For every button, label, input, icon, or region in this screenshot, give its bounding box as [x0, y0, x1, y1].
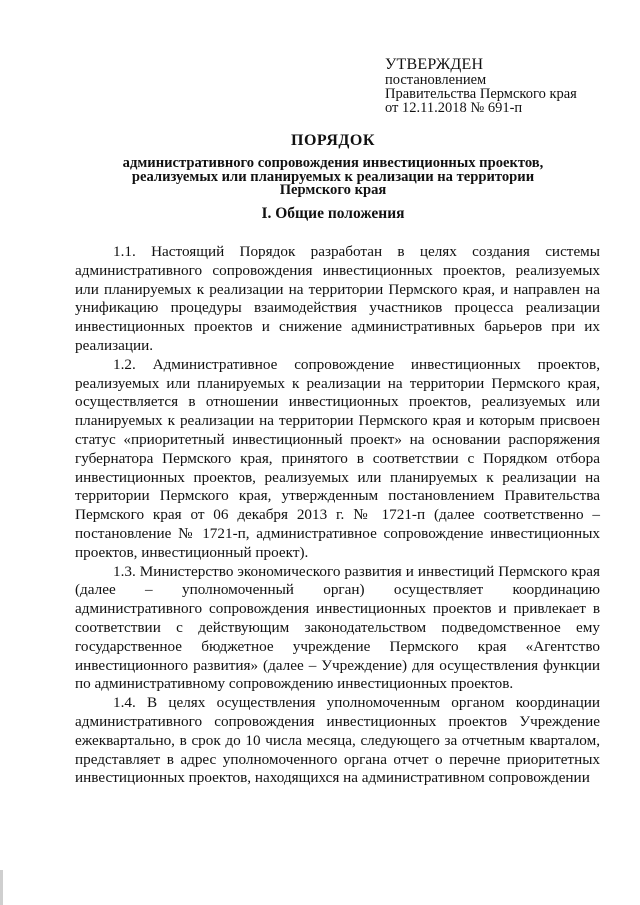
approval-heading: УТВЕРЖДЕН [385, 56, 484, 73]
approval-line-1: постановлением [385, 72, 487, 88]
approval-line-2: Правительства Пермского края [385, 86, 577, 102]
section-heading: I. Общие положения [261, 205, 405, 222]
document-subtitle-line-2: реализуемых или планируемых к реализации на территории [131, 168, 535, 185]
document-title [60, 133, 606, 198]
document-title-main: ПОРЯДОК [291, 132, 375, 149]
document-subtitle-line-1: административного сопровождения инвестиционных проектов, [122, 155, 544, 171]
paragraph-1-3: 1.3. Министерство экономического развития и инвестиций Пермского края (далее – уполномоченный орган) осуществляет координацию административного сопровождения инвестиционных проектов и привлекает в соответствии с действующим законодательством подведомственное ему государственное бюджетное учреждение Пермского края «Агентство инвестиционного развития» (далее – Учреждение) для осуществления функции по административному сопровождению инвестиционных проектов. [75, 562, 600, 693]
paragraph-1-4: 1.4. В целях осуществления уполномоченным органом координации административного сопровождения инвестиционных проектов Учреждение ежеквартально, в срок до 10 числа месяца, следующего за отчетным кварталом, представляет в адрес уполномоченного органа отчет о перечне приоритетных инвестиционных проектов, находящихся на административном сопровождении [75, 694, 600, 787]
scan-edge-mark [0, 870, 3, 905]
paragraph-1-1: 1.1. Настоящий Порядок разработан в целях создания системы административного сопровождения инвестиционных проектов, реализуемых или планируемых к реализации на территории Пермского края, и направлен на унификацию процедуры взаимодействия участников процесса реализации инвестиционных проектов и снижение административных барьеров при их реализации. [75, 243, 600, 354]
document-body [75, 243, 600, 788]
approval-stamp [385, 56, 625, 115]
document-subtitle-line-3: Пермского края [279, 182, 387, 198]
approval-line-3: от 12.11.2018 № 691-п [385, 100, 523, 116]
paragraph-1-2: 1.2. Административное сопровождение инвестиционных проектов, реализуемых или планируемых к реализации на территории Пермского края, осуществляется в отношении инвестиционных проектов, реализуемых или планируемых к реализации на территории Пермского края и которым присвоен статус «приоритетный инвестиционный проект» на основании распоряжения губернатора Пермского края, принятого в соответствии с Порядком отбора инвестиционных проектов, реализуемых или планируемых к реализации на территории Пермского края, утвержденным постановлением Правительства Пермского края от 06 декабря 2013 г. № 1721-п (далее соответственно – постановление № 1721-п, административное сопровождение инвестиционных проектов, инвестиционный проект). [75, 355, 600, 561]
